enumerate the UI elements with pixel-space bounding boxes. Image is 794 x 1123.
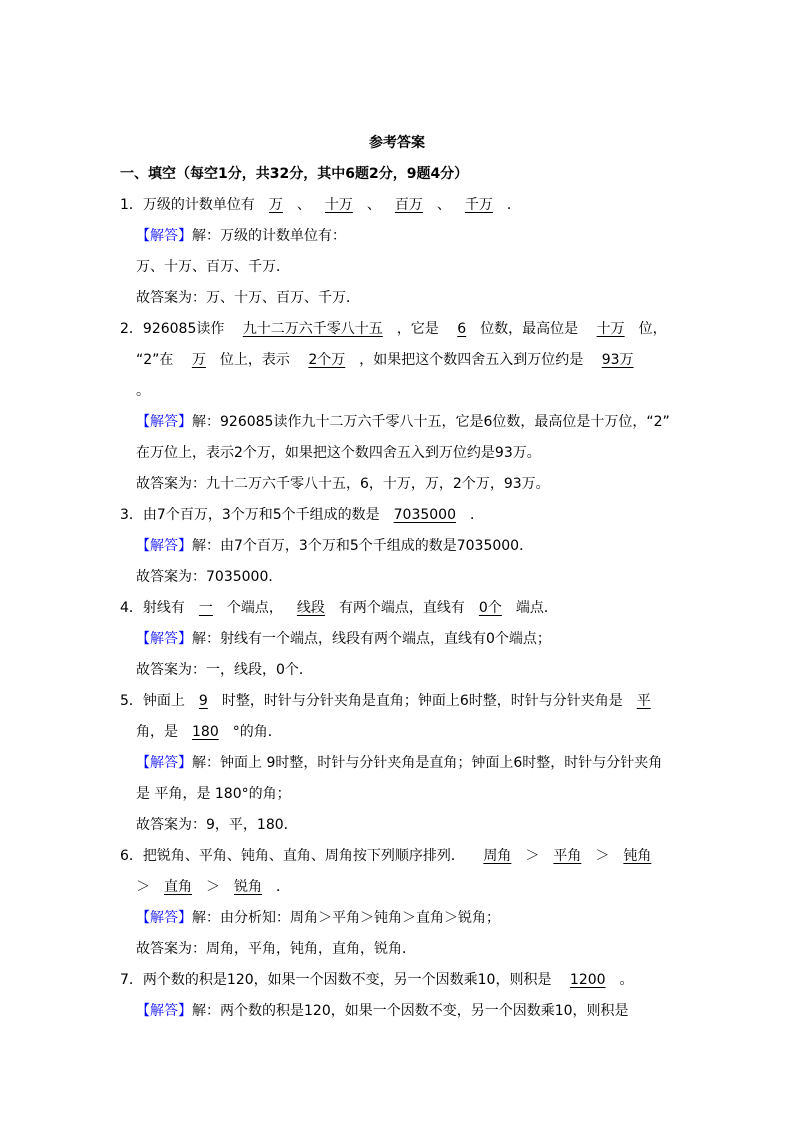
page-title: 参考答案	[369, 135, 425, 151]
explanation-line	[136, 810, 794, 841]
solution-tag: 【解答】	[136, 228, 192, 244]
question-line	[120, 190, 794, 221]
answer-blank: 周角	[483, 848, 512, 864]
text-segment: 解：由分析知：周角＞平角＞钝角＞直角＞锐角；	[192, 910, 500, 926]
text-segment: 解：钟面上 9时整，时针与分针夹角是直角；钟面上6时整，时针与分针夹角	[192, 755, 663, 771]
answer-blank: 平	[636, 693, 651, 709]
text-segment: “2”在	[136, 352, 178, 368]
text-segment: 故答案为：九十二万六千零八十五，6，十万，万，2个万，93万。	[136, 476, 550, 492]
answer-blank: 线段	[296, 600, 325, 616]
text-segment: 有两个端点，直线有	[338, 600, 465, 616]
text-segment: 位，	[638, 321, 667, 337]
solution-tag: 【解答】	[136, 755, 192, 771]
explanation-line	[136, 934, 794, 965]
solution-tag: 【解答】	[136, 1003, 192, 1019]
explanation-line	[136, 779, 794, 810]
text-segment: 。	[136, 383, 150, 399]
solution-line	[136, 903, 794, 934]
text-segment: 、	[296, 197, 311, 213]
text-segment: ＞	[206, 879, 220, 895]
text-segment: 个端点，	[226, 600, 283, 616]
text-segment: 解：射线有一个端点，线段有两个端点，直线有0个端点；	[192, 631, 551, 647]
answer-blank: 9	[198, 693, 208, 709]
solution-tag: 【解答】	[136, 631, 192, 647]
text-segment: 时整，时针与分针夹角是直角；钟面上6时整，时针与分针夹角是	[221, 693, 623, 709]
section-heading: 一、填空（每空1分，共32分，其中6题2分，9题4分）	[120, 166, 469, 182]
text-segment: 位数，最高位是	[480, 321, 583, 337]
answer-blank: 钝角	[623, 848, 652, 864]
text-segment: 3．由7个百万，3个万和5个千组成的数是	[120, 507, 380, 523]
text-segment: 角，是	[136, 724, 178, 740]
text-segment: 2．926085读作	[120, 321, 229, 337]
text-segment: 故答案为：7035000．	[136, 569, 283, 585]
answer-blank: 直角	[164, 879, 192, 895]
solution-line	[136, 624, 794, 655]
explanation-line	[136, 562, 794, 593]
text-segment: 1．万级的计数单位有	[120, 197, 255, 213]
answer-blank: 6	[457, 321, 467, 337]
solution-line	[136, 748, 794, 779]
question-line	[120, 841, 794, 872]
text-segment: 万、十万、百万、千万．	[136, 259, 290, 275]
answer-blank: 0个	[478, 600, 502, 616]
solution-line	[136, 221, 794, 252]
explanation-line	[136, 345, 794, 376]
answer-blank: 十万	[324, 197, 353, 213]
solution-line	[136, 996, 794, 1027]
text-segment: 端点．	[515, 600, 558, 616]
text-segment: ，它是	[396, 321, 444, 337]
explanation-line	[136, 438, 794, 469]
text-segment: 故答案为：一，线段，0个．	[136, 662, 313, 678]
text-segment: °的角．	[232, 724, 282, 740]
answer-blank: 平角	[553, 848, 582, 864]
text-segment: 是 平角，是 180°的角；	[136, 786, 291, 802]
explanation-line	[136, 469, 794, 500]
text-segment: 7．两个数的积是120，如果一个因数不变，另一个因数乘10，则积是	[120, 972, 556, 988]
explanation-line	[136, 252, 794, 283]
text-segment: 故答案为：周角，平角，钝角，直角，锐角．	[136, 941, 416, 957]
explanation-line	[136, 655, 794, 686]
explanation-line	[136, 872, 794, 903]
text-segment: 4．射线有	[120, 600, 185, 616]
text-segment: 。	[619, 972, 634, 988]
solution-tag: 【解答】	[136, 414, 192, 430]
text-segment: 6．把锐角、平角、钝角、直角、周角按下列顺序排列．	[120, 848, 470, 864]
question-line	[120, 965, 794, 996]
explanation-line	[136, 717, 794, 748]
answer-blank: 7035000	[393, 507, 456, 523]
text-segment: 故答案为：9，平，180．	[136, 817, 298, 833]
answer-blank: 十万	[596, 321, 625, 337]
answer-blank: 万	[268, 197, 283, 213]
question-line	[120, 686, 794, 717]
answer-blank: 百万	[394, 197, 423, 213]
answer-blank: 93万	[601, 352, 634, 368]
text-segment: 解：由7个百万，3个万和5个千组成的数是7035000．	[192, 538, 534, 554]
text-segment: 、	[436, 197, 451, 213]
solution-tag: 【解答】	[136, 538, 192, 554]
text-segment: 故答案为：万、十万、百万、千万．	[136, 290, 360, 306]
solution-line	[136, 531, 794, 562]
answer-blank: 一	[198, 600, 213, 616]
text-segment: 解：两个数的积是120，如果一个因数不变，另一个因数乘10，则积是	[192, 1003, 629, 1019]
text-segment: 解：926085读作九十二万六千零八十五，它是6位数，最高位是十万位，“2”	[192, 414, 670, 430]
answer-blank: 锐角	[234, 879, 262, 895]
question-line	[120, 500, 794, 531]
text-segment: ＞	[595, 848, 610, 864]
answer-lines	[0, 190, 794, 1027]
explanation-line	[136, 283, 794, 314]
text-segment: ．	[470, 507, 484, 523]
text-segment: ＞	[525, 848, 540, 864]
text-segment: ．	[506, 197, 521, 213]
answer-document	[0, 128, 794, 1027]
solution-line	[136, 407, 794, 438]
question-line	[120, 593, 794, 624]
text-segment: 5．钟面上	[120, 693, 185, 709]
text-segment: 解：万级的计数单位有：	[192, 228, 346, 244]
explanation-line	[136, 376, 794, 407]
text-segment: 在万位上，表示2个万，如果把这个数四舍五入到万位约是93万。	[136, 445, 541, 461]
solution-tag: 【解答】	[136, 910, 192, 926]
question-line	[120, 314, 794, 345]
answer-blank: 千万	[464, 197, 493, 213]
answer-blank: 1200	[569, 972, 606, 988]
text-segment: 位上，表示	[219, 352, 295, 368]
answer-blank: 180	[192, 724, 219, 740]
answer-blank: 2个万	[308, 352, 346, 368]
answer-blank: 万	[191, 352, 206, 368]
text-segment: ．	[276, 879, 290, 895]
text-segment: ＞	[136, 879, 150, 895]
text-segment: ，如果把这个数四舍五入到万位约是	[359, 352, 588, 368]
text-segment: 、	[366, 197, 381, 213]
answer-blank: 九十二万六千零八十五	[242, 321, 383, 337]
